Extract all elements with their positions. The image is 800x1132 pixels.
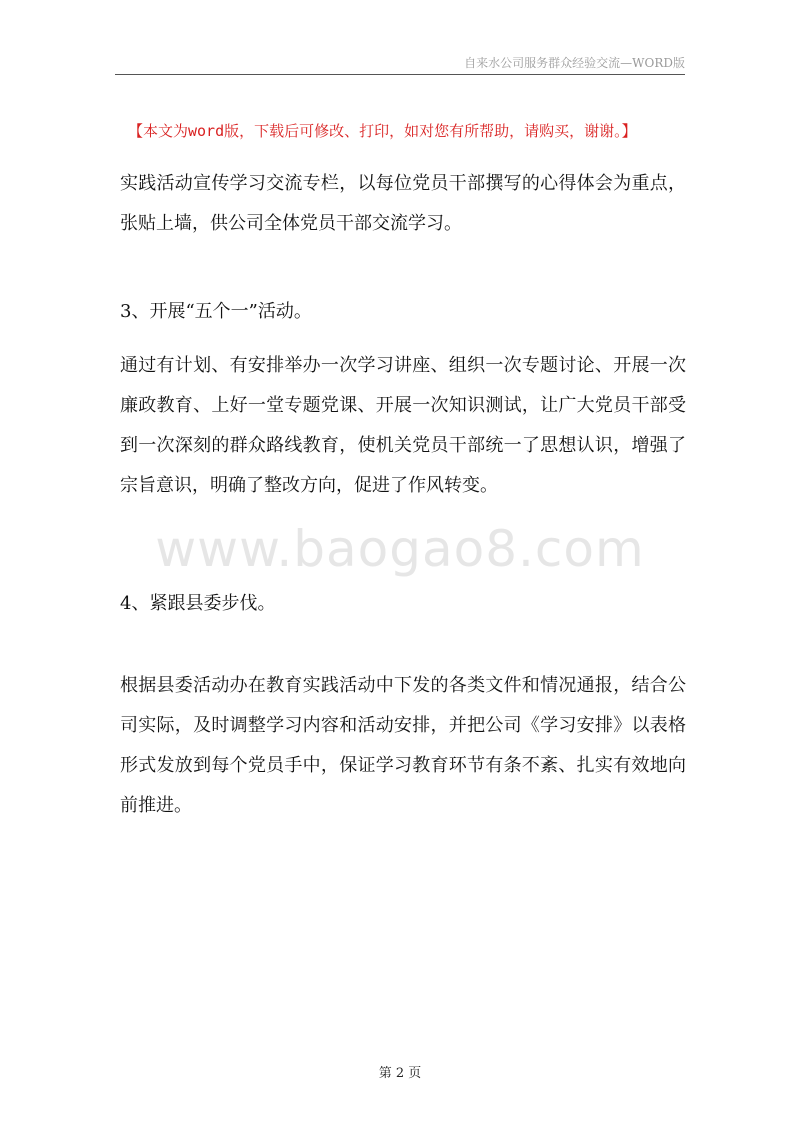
section-heading-4: 4、紧跟县委步伐。 xyxy=(120,593,276,614)
purchase-notice: 【本文为word版，下载后可修改、打印，如对您有所帮助，请购买，谢谢。】 xyxy=(128,122,637,140)
section-heading-3: 3、开展“五个一”活动。 xyxy=(120,301,312,322)
body-paragraph-1: 实践活动宣传学习交流专栏，以每位党员干部撰写的心得体会为重点，张贴上墙，供公司全体党员干部交流学习。 xyxy=(120,173,686,234)
site-watermark: www.baogao8.com xyxy=(155,520,645,578)
body-paragraph-2: 通过有计划、有安排举办一次学习讲座、组织一次专题讨论、开展一次廉政教育、上好一堂专题党课、开展一次知识测试，让广大党员干部受到一次深刻的群众路线教育，使机关党员干部统一了思想认识，增强了宗旨意识，明确了整改方向，促进了作风转变。 xyxy=(120,355,686,496)
running-header: 自来水公司服务群众经验交流—WORD版 xyxy=(464,56,685,70)
page-number: 第 2 页 xyxy=(378,1066,422,1081)
body-paragraph-3: 根据县委活动办在教育实践活动中下发的各类文件和情况通报，结合公司实际，及时调整学习内容和活动安排，并把公司《学习安排》以表格形式发放到每个党员手中，保证学习教育环节有条不紊、扎实有效地向前推进。 xyxy=(120,675,686,816)
header-divider xyxy=(115,74,685,75)
